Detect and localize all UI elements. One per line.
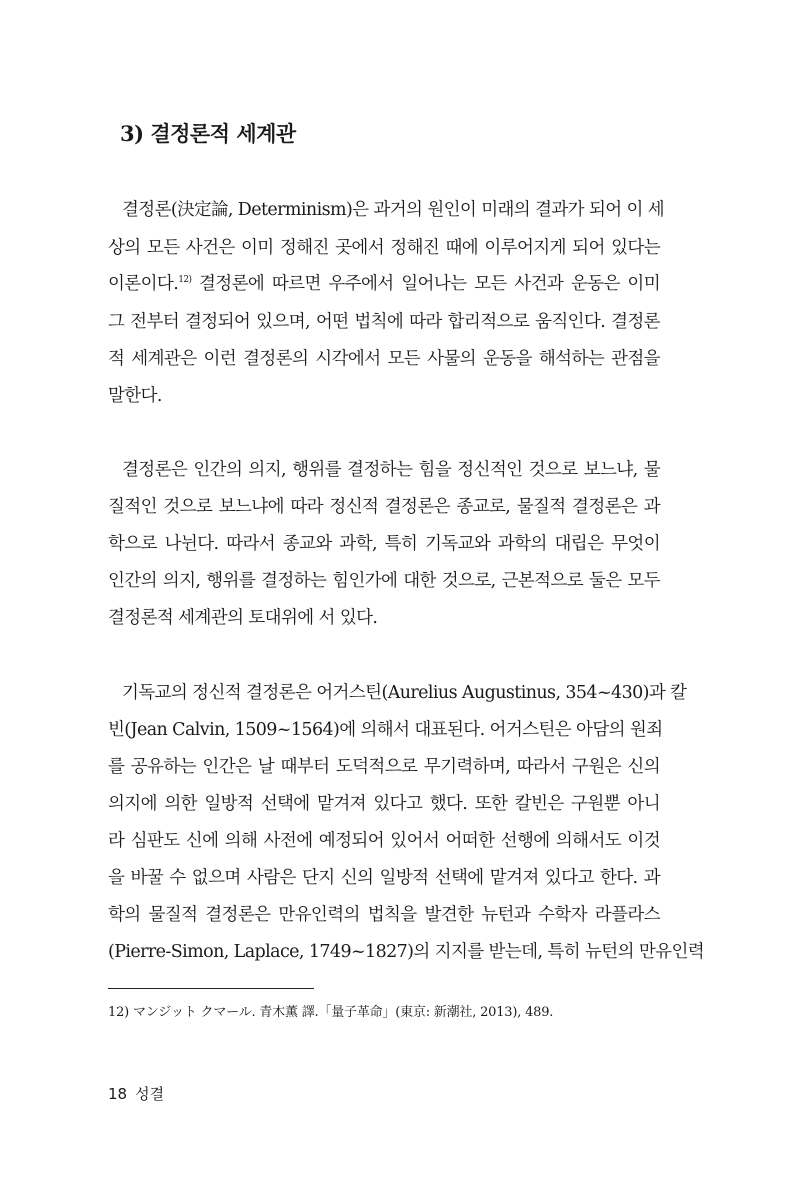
section-heading: 3) 결정론적 세계관: [120, 121, 296, 146]
paragraph-1-line-6: 말한다.: [108, 386, 162, 406]
paragraph-3-line-6: 을 바꿀 수 없으며 사람은 단지 신의 일방적 선택에 맡겨져 있다고 한다. 과: [108, 868, 660, 888]
paragraph-2-line-2: 질적인 것으로 보느냐에 따라 정신적 결정론은 종교로, 물질적 결정론은 과: [108, 497, 660, 517]
paragraph-2-line-1: 결정론은 인간의 의지, 행위를 결정하는 힘을 정신적인 것으로 보느냐, 물: [122, 460, 660, 480]
footnote-12: 12) マンジット クマール. 青木薫 譯.「量子革命」(東京: 新潮社, 2013), 489.: [108, 1005, 554, 1020]
paragraph-3-line-5: 라 심판도 신에 의해 사전에 예정되어 있어서 어떠한 선행에 의해서도 이것: [108, 831, 660, 851]
paragraph-1-line-3-start: 이론이다.: [108, 274, 179, 294]
paragraph-2-line-4: 인간의 의지, 행위를 결정하는 힘인가에 대한 것으로, 근본적으로 둘은 모두: [108, 571, 660, 591]
paragraph-3-line-3: 를 공유하는 인간은 날 때부터 도덕적으로 무기력하며, 따라서 구원은 신의: [108, 757, 660, 777]
paragraph-2-line-5: 결정론적 세계관의 토대위에 서 있다.: [108, 608, 378, 628]
paragraph-3-line-7: 학의 물질적 결정론은 만유인력의 법칙을 발견한 뉴턴과 수학자 라플라스: [108, 905, 660, 925]
running-title: 성결: [135, 1085, 165, 1103]
paragraph-1-line-2: 상의 모든 사건은 이미 정해진 곳에서 정해진 때에 이루어지게 되어 있다는: [108, 238, 660, 258]
footnote-separator: [108, 988, 314, 989]
page-footer: [108, 1083, 164, 1104]
paragraph-3-line-4: 의지에 의한 일방적 선택에 맡겨져 있다고 했다. 또한 칼빈은 구원뿐 아니: [108, 794, 660, 814]
paragraph-1-line-3: [108, 272, 660, 296]
paragraph-1-line-1: 결정론(決定論, Determinism)은 과거의 원인이 미래의 결과가 되어 이 세: [122, 200, 665, 220]
paragraph-3-line-2: 빈(Jean Calvin, 1509~1564)에 의해서 대표된다. 어거스틴은 아담의 원죄: [108, 720, 663, 740]
footnote-ref-12[interactable]: 12): [178, 275, 192, 286]
paragraph-3-line-8: (Pierre-Simon, Laplace, 1749~1827)의 지지를 받는데, 특히 뉴턴의 만유인력: [108, 942, 705, 962]
page-number: 18: [108, 1085, 128, 1103]
paragraph-1-line-3-rest: 결정론에 따르면 우주에서 일어나는 모든 사건과 운동은 이미: [191, 274, 660, 294]
paragraph-1-line-5: 적 세계관은 이런 결정론의 시각에서 모든 사물의 운동을 해석하는 관점을: [108, 349, 660, 369]
paragraph-2-line-3: 학으로 나뉜다. 따라서 종교와 과학, 특히 기독교와 과학의 대립은 무엇이: [108, 534, 660, 554]
paragraph-3-line-1: 기독교의 정신적 결정론은 어거스틴(Aurelius Augustinus, 354~430)과 칼: [122, 683, 687, 703]
paragraph-1-line-4: 그 전부터 결정되어 있으며, 어떤 법칙에 따라 합리적으로 움직인다. 결정론: [108, 312, 660, 332]
